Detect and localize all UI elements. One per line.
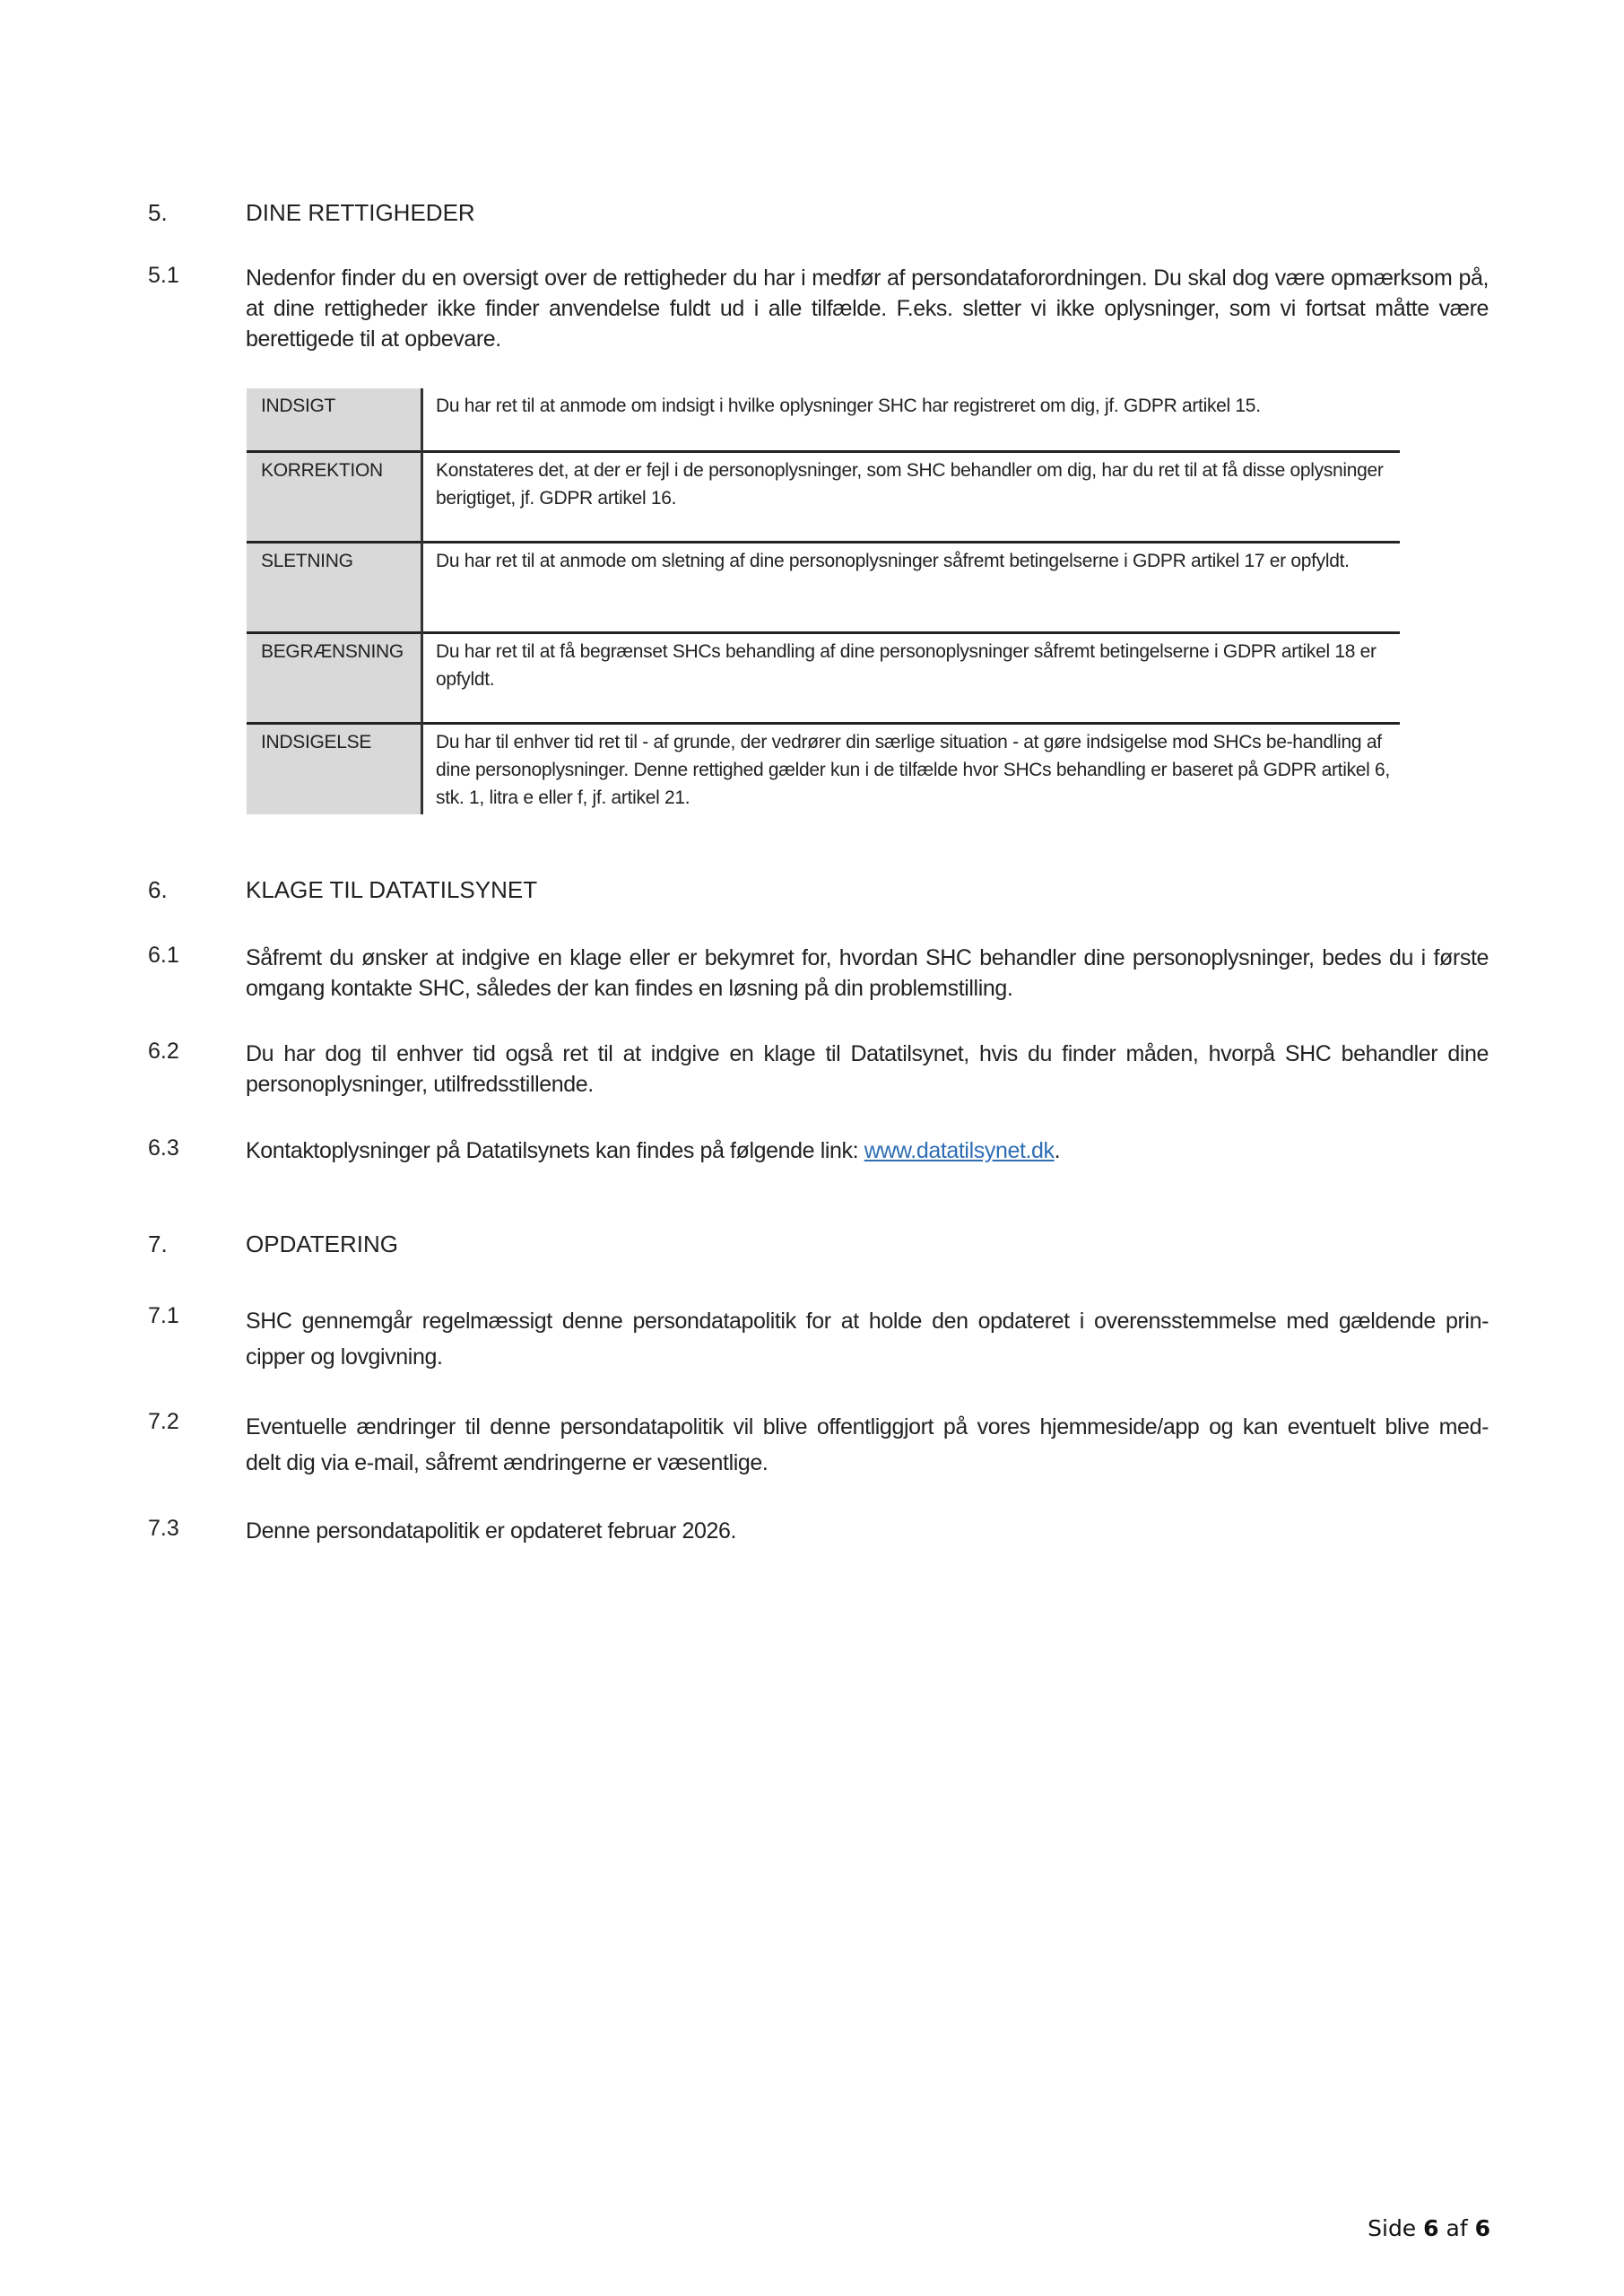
section-6-number: 6. [148, 876, 168, 903]
paragraph-7-2-number: 7.2 [148, 1409, 179, 1434]
paragraph-6-1-number: 6.1 [148, 943, 179, 968]
table-row [247, 388, 1400, 451]
paragraph-6-3-number: 6.3 [148, 1135, 179, 1161]
right-label-begraensning: BEGRÆNSNING [247, 632, 422, 723]
footer-current-page: 6 [1423, 2215, 1439, 2241]
footer-of-label: af [1446, 2215, 1468, 2241]
right-label-korrektion: KORREKTION [247, 451, 422, 542]
right-description-indsigt: Du har ret til at anmode om indsigt i hvilke oplysninger SHC har registreret om dig, jf. GDPR artikel 15. [436, 396, 1261, 416]
right-description-korrektion: Konstateres det, at der er fejl i de personoplysninger, som SHC behandler om dig, har du ret til at få disse oplysninger berigtiget, jf. GDPR artikel 16. [422, 451, 1401, 542]
right-description-indsigelse: Du har til enhver tid ret til - af grunde, der vedrører din særlige situation - at gøre indsigelse mod SHCs be-handling af dine personoplysninger. Denne rettighed gælder kun i de tilfælde hvor SHCs behandling er baseret på GDPR artikel 6, stk. 1, litra e eller f, jf. artikel 21. [422, 723, 1401, 814]
paragraph-7-1-text [246, 1303, 1489, 1375]
right-label-indsigelse: INDSIGELSE [247, 723, 422, 814]
table-row [247, 542, 1400, 632]
paragraph-6-3-tail: . [1054, 1138, 1061, 1163]
paragraph-6-2-text: Du har dog til enhver tid også ret til at indgive en klage til Datatilsynet, hvis du finder måden, hvorpå SHC behandler dine personoplysninger, utilfredsstillende. [246, 1041, 1489, 1097]
section-5-title: DINE RETTIGHEDER [246, 199, 475, 226]
paragraph-6-3-text [246, 1135, 1489, 1166]
paragraph-6-2-number: 6.2 [148, 1039, 179, 1064]
footer-side-label: Side [1368, 2215, 1417, 2241]
paragraph-5-1-number: 5.1 [148, 263, 179, 288]
table-row [247, 632, 1400, 723]
section-6-title: KLAGE TIL DATATILSYNET [246, 876, 538, 903]
section-7-title: OPDATERING [246, 1231, 398, 1257]
paragraph-7-2-line-1: Eventuelle ændringer til denne persondatapolitik vil blive offentliggjort på vores hjemmeside/app og kan eventuelt blive med- [246, 1414, 1489, 1439]
paragraph-6-3-lead: Kontaktoplysninger på Datatilsynets kan findes på følgende link: [246, 1138, 864, 1163]
right-description-sletning: Du har ret til at anmode om sletning af dine personoplysninger såfremt betingelserne i GDPR artikel 17 er opfyldt. [422, 542, 1401, 632]
paragraph-7-2-line-2: delt dig via e-mail, såfremt ændringerne er væsentlige. [246, 1450, 769, 1475]
section-5-number: 5. [148, 199, 168, 226]
right-label-indsigt: INDSIGT [247, 388, 422, 451]
paragraph-7-3-text: Denne persondatapolitik er opdateret februar 2026. [246, 1518, 737, 1544]
paragraph-7-1-number: 7.1 [148, 1303, 179, 1328]
page-number-footer [1368, 2215, 1490, 2241]
footer-total-pages: 6 [1474, 2215, 1490, 2241]
right-description-begraensning: Du har ret til at få begrænset SHCs behandling af dine personoplysninger såfremt betingelserne i GDPR artikel 18 er opfyldt. [422, 632, 1401, 723]
paragraph-7-3-number: 7.3 [148, 1516, 179, 1541]
right-label-sletning: SLETNING [247, 542, 422, 632]
paragraph-6-1-text: Såfremt du ønsker at indgive en klage eller er bekymret for, hvordan SHC behandler dine personoplysninger, bedes du i første omgang kontakte SHC, således der kan findes en løsning på din problemstilling. [246, 945, 1489, 1001]
section-7-number: 7. [148, 1231, 168, 1257]
table-row [247, 451, 1400, 542]
paragraph-7-1-line-1: SHC gennemgår regelmæssigt denne persondatapolitik for at holde den opdateret i overensstemmelse med gældende prin- [246, 1309, 1489, 1334]
paragraph-5-1-text: Nedenfor finder du en oversigt over de rettigheder du har i medfør af persondataforordningen. Du skal dog være opmærksom på, at dine rettigheder ikke finder anvendelse fuldt ud i alle tilfælde. F.eks. sletter vi ikke oplysninger, som vi fortsat måtte være berettigede til at opbevare. [246, 265, 1489, 352]
rights-table [247, 388, 1400, 814]
paragraph-7-1-line-2: cipper og lovgivning. [246, 1344, 443, 1370]
table-row [247, 723, 1400, 814]
paragraph-7-2-text [246, 1409, 1489, 1481]
datatilsynet-link[interactable]: www.datatilsynet.dk [864, 1138, 1055, 1163]
